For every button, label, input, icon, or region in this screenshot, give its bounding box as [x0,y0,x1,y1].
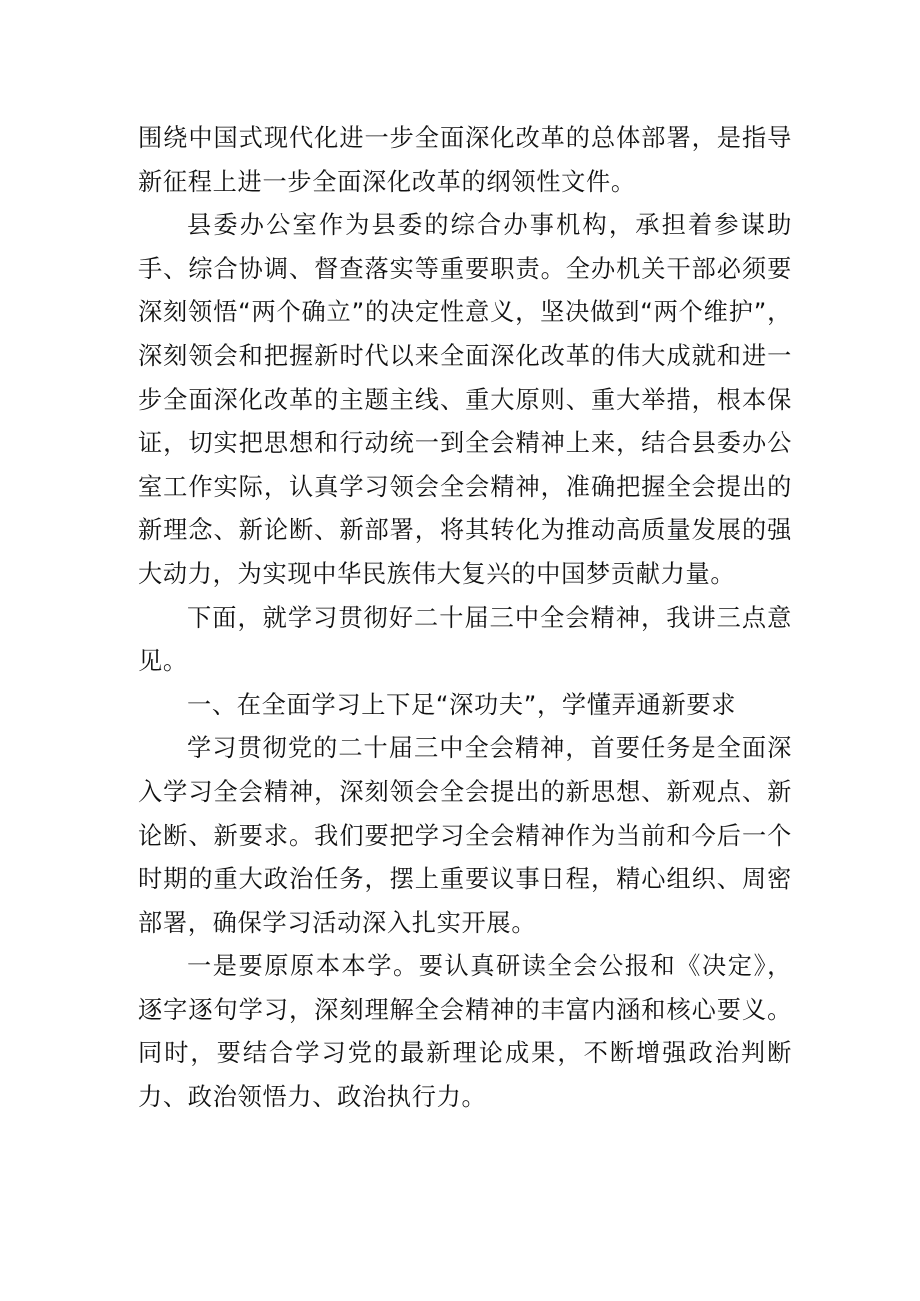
paragraph-office-duties: 县委办公室作为县委的综合办事机构，承担着参谋助手、综合协调、督查落实等重要职责。全办机关干部必须要深刻领悟“两个确立”的决定性意义，坚决做到“两个维护”，深刻领会和把握新时代以来全面深化改革的伟大成就和进一步全面深化改革的主题主线、重大原则、重大举措，根本保证，切实把思想和行动统一到全会精神上来，结合县委办公室工作实际，认真学习领会全会精神，准确把握全会提出的新理念、新论断、新部署，将其转化为推动高质量发展的强大动力，为实现中华民族伟大复兴的中国梦贡献力量。 [138,211,792,588]
paragraph-continuation: 围绕中国式现代化进一步全面深化改革的总体部署，是指导新征程上进一步全面深化改革的纲领性文件。 [138,124,792,196]
paragraph-three-points-intro: 下面，就学习贯彻好二十届三中全会精神，我讲三点意见。 [138,603,792,676]
paragraph-study-task: 学习贯彻党的二十届三中全会精神，首要任务是全面深入学习全会精神，深刻领会全会提出的新思想、新观点、新论断、新要求。我们要把学习全会精神作为当前和今后一个时期的重大政治任务，摆上重要议事日程，精心组织、周密部署，确保学习活动深入扎实开展。 [138,734,792,937]
document-body [138,117,792,1120]
paragraph-study-original: 一是要原原本本学。要认真研读全会公报和《决定》，逐字逐句学习，深刻理解全会精神的丰富内涵和核心要义。同时，要结合学习党的最新理论成果，不断增强政治判断力、政治领悟力、政治执行力。 [138,952,792,1112]
section-heading-one: 一、在全面学习上下足“深功夫”，学懂弄通新要求 [187,690,737,719]
